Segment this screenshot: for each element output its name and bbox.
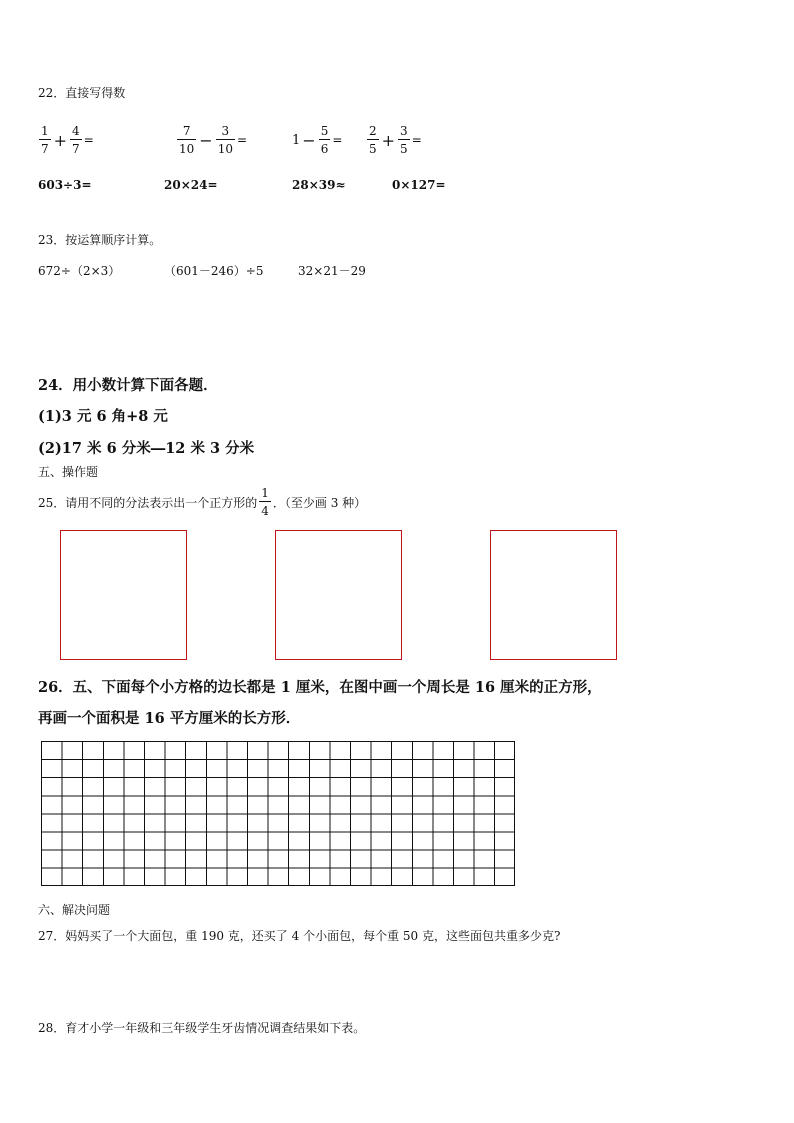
q26-text-line2: 再画一个面积是 16 平方厘米的长方形． [38,710,301,727]
q25-text: 25．请用不同的分法表示出一个正方形的 [38,495,258,510]
q22-item: 20×24= [164,178,218,192]
drawing-square-3[interactable] [490,530,617,660]
q23-item: 672÷（2×3） [38,264,121,278]
whole-number: 1 [292,132,301,148]
q22-expr-2 [176,118,247,162]
fraction: $\frac{7}{10}$ [179,124,195,156]
q23-title: 23．按运算顺序计算。 [38,233,162,247]
q22-expr-4 [366,118,422,162]
q22-expr-1 [38,118,94,162]
equals-sign: = [236,133,248,147]
fraction: $\frac{1}{7}$ [41,124,49,156]
operator: − [302,130,316,150]
square-grid[interactable] [41,741,515,886]
q22-title: 22．直接写得数 [38,86,126,100]
operator: + [53,130,68,150]
q25-title [38,484,366,520]
fraction-one-quarter: $\frac{1}{4}$ [261,486,269,518]
q22-item: 0×127= [392,178,446,192]
section-heading-6: 六、解决问题 [38,903,111,917]
q24-title: 24．用小数计算下面各题． [38,377,218,394]
q26-text-line1: 26．五、下面每个小方格的边长都是 1 厘米，在图中画一个周长是 16 厘米的正方形， [38,679,602,696]
q23-item: （601－246）÷5 [164,264,264,278]
fraction: $\frac{3}{10}$ [217,124,233,156]
fraction: $\frac{5}{6}$ [320,124,329,156]
fraction: $\frac{3}{5}$ [400,124,408,156]
operator: − [199,130,213,150]
section-heading-5: 五、操作题 [38,465,99,479]
equals-sign: = [83,133,94,147]
q22-expr-3 [292,118,342,162]
equals-sign: = [411,133,422,147]
q22-item: 603÷3= [38,178,92,192]
fraction: $\frac{4}{7}$ [72,124,80,156]
q23-item: 32×21－29 [298,264,366,278]
q22-item: 28×39≈ [292,178,346,192]
drawing-square-1[interactable] [60,530,187,660]
drawing-square-2[interactable] [275,530,402,660]
q25-text: ．（至少画 3 种） [272,495,367,510]
q27-text: 27．妈妈买了一个大面包，重 190 克，还买了 4 个小面包，每个重 50 克，这些面包共重多少克? [38,929,561,943]
fraction: $\frac{2}{5}$ [369,124,377,156]
q24-item: (1)3 元 6 角+8 元 [38,408,168,425]
operator: + [381,130,396,150]
q28-text: 28．育才小学一年级和三年级学生牙齿情况调查结果如下表。 [38,1021,366,1035]
equals-sign: = [332,133,343,147]
q24-item: (2)17 米 6 分米―12 米 3 分米 [38,440,255,457]
